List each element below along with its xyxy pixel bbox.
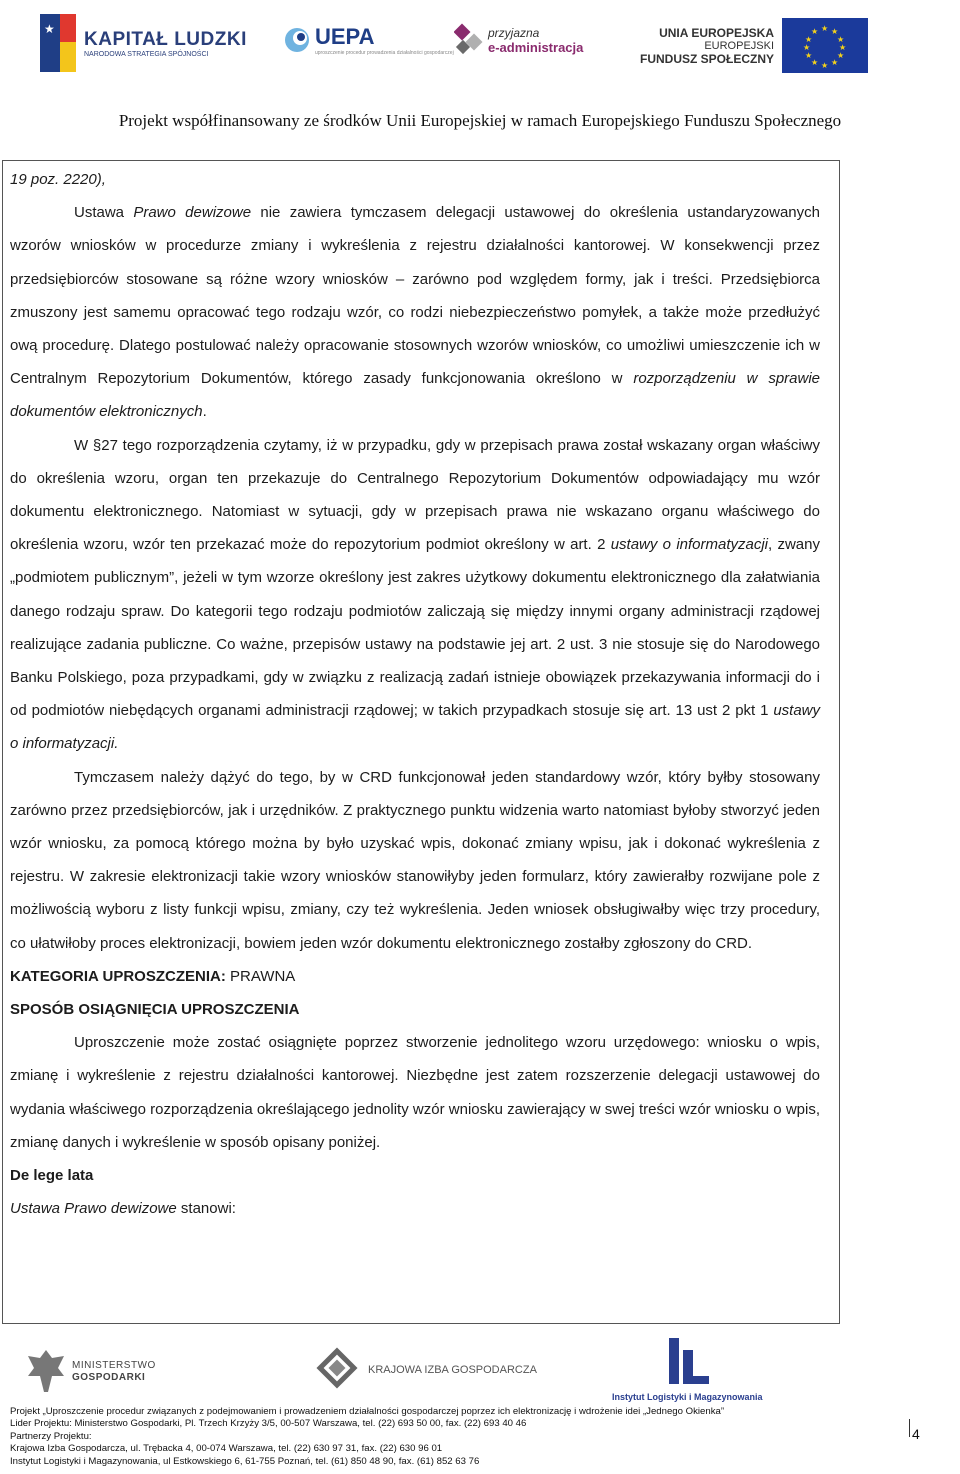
document-body [10,163,820,1226]
last-italic: Ustawa Prawo dewizowe [10,1200,177,1218]
przyjazna-e-administracja-logo [454,22,583,58]
pea-line1: przyjazna [488,25,540,40]
eu-line1: UNIA EUROPEJSKA [659,25,775,40]
footer-line-1: Projekt „Uproszczenie procedur związanych z podejmowaniem i prowadzeniem działalności gospodarczej poprzez ich elektronizację i wdrożenie idei „Jednego Okienka” [10,1406,725,1417]
ministry-line1: MINISTERSTWO [72,1360,156,1371]
ilim-emblem-icon [657,1336,717,1392]
p1-italic-regulation: rozporządzeniu w sprawie dokumentów elektronicznych [10,370,821,421]
uepa-title: UEPA [315,24,375,49]
header-logos [0,0,960,96]
kig-logo [312,1344,537,1396]
footer-line-2: Lider Projektu: Ministerstwo Gospodarki, Pl. Trzech Krzyży 3/5, 00-507 Warszawa, tel. (22) 693 50 00, fax. (22) 693 40 46 [10,1418,527,1430]
kig-emblem-icon [312,1344,362,1396]
eu-flag-icon: ★ ★ ★ ★ ★ ★ ★ ★ ★ ★ ★ ★ [782,18,868,73]
p1-italic-law: Prawo dewizowe [133,204,252,222]
paragraph-1 [10,196,820,428]
paragraph-4: Uproszczenie może zostać osiągnięte poprzez stworzenie jednolitego wzoru urzędowego: wniosku o wpis, zmianę i wykreślenie z rejestru działalności kantorowej. Niezbędne jest zatem rozszerzenie delegacji ustawowej do wydania właściwego rozporządzenia określającego jednolity wzór wniosku zawierający w swej treści wzór wniosku o wpis, zmianę danych i wykreślenie w sposób opisany poniżej. [10,1034,820,1151]
kig-label: KRAJOWA IZBA GOSPODARCZA [368,1364,537,1376]
ilim-label: Instytut Logistyki i Magazynowania [612,1392,763,1402]
p1-text-e: . [202,403,207,421]
project-cofinancing-line: Projekt współfinansowany ze środków Unii Europejskiej w ramach Europejskiego Funduszu Społecznego [118,111,842,130]
p2-text-a: W §27 tego rozporządzenia czytamy, iż w przypadku, gdy w przepisach prawa został wskazany organ właściwy do określenia wzoru, organ ten przekazuje do Centralnego Repozytorium Dokumentów odpowiadający mu wzór dokumentu elektronicznego. Natomiast w sytuacji, gdy w przepisach prawa nie wskazano organu właściwego do określenia wzoru, wzór ten przekazać może do repozytorium podmiot określony w art. 2 [10,436,820,554]
eu-logo [640,18,868,73]
category-label: KATEGORIA UPROSZCZENIA: [10,967,226,985]
eu-line2: EUROPEJSKI [704,39,775,52]
p1-text-c: nie zawiera tymczasem delegacji ustawowej do określenia ustandaryzowanych wzorów wniosków w procedurze zmiany i wykreślenia z rejestru działalności kantorowej. W konsekwencji przez przedsiębiorców stosowane są różne wzory wniosków – zarówno pod względem formy, jak i treści. Przedsiębiorca zmuszony jest samemu opracować tego rodzaju wzór, co rodzi niebezpieczeństwo pomyłek, a także może przedłużyć ową procedurę. Dlatego postulować należy opracowanie stosownych wzorów wniosków, co umożliwi umieszczenie ich w Centralnym Repozytorium Dokumentów, którego zasady funkcjonowania określono w [10,204,820,388]
paragraph-2 [10,429,820,761]
footer-text [10,1406,840,1468]
p2-italic-act: ustawy o informatyzacji [610,536,769,554]
eu-line3: FUNDUSZ SPOŁECZNY [640,51,775,66]
footer-logos [0,1336,960,1406]
footer-line-3: Partnerzy Projektu: [10,1430,92,1442]
eagle-icon [24,1346,68,1398]
ministry-line2: GOSPODARKI [72,1372,146,1383]
kapital-ludzki-logo [40,14,247,72]
kapital-ludzki-title: KAPITAŁ LUDZKI [84,28,247,50]
puzzle-icon [454,22,484,58]
last-text: stanowi: [176,1200,236,1218]
ilim-logo [612,1336,763,1402]
paragraph-3: Tymczasem należy dążyć do tego, by w CRD funkcjonował jeden standardowy wzór, który byłby stosowany zarówno przez przedsiębiorców, jak i urzędników. Z praktycznego punktu widzenia warto natomiast byłoby stworzyć jeden wzór wniosku, za pomocą którego można by było uzyskać wpis, dokonać zmiany wpisu, jak i dokonać wykreślenia z rejestru. W zakresie elektronizacji takie wzory wniosków stanowiłyby jeden formularz, który zawierałby rozwijane pole z możliwością wyboru z listy funkcji wpisu, zmiany, czy też wykreślenia. Jeden wniosek obsługiwałby więc trzy procedury, co ułatwiłoby proces elektronizacji, bowiem jeden wzór dokumentu elektronicznego zostałby zgłoszony do CRD. [10,768,820,952]
pea-line2: e-administracja [488,39,584,55]
p2-text-c: , zwany „podmiotem publicznym”, jeżeli w tym wzorze określony jest zakres użytkowy dokumentu elektronicznego dla załatwiania danego rodzaju spraw. Do kategorii tego rodzaju podmiotów zaliczają się między innymi organy administracji rządowej realizujące zadania publiczne. Co ważne, przepisów ustawy na podstawie jej art. 2 ust. 3 nie stosuje się do Narodowego Banku Polskiego, poza przypadkami, gdy w związku z realizacją zadań istnieje obowiązek przekazywania informacji do i od podmiotów niebędących organami administracji rządowej; w takich przypadkach stosuje się art. 13 ust 2 pkt 1 [10,536,820,720]
kapital-ludzki-flag-icon: ★ [40,14,76,72]
uepa-swirl-icon [283,25,311,55]
p2-italic-act-2: ustawy o informatyzacji. [10,702,820,753]
kapital-ludzki-subtitle: NARODOWA STRATEGIA SPÓJNOŚCI [84,50,209,58]
paragraph-0: 19 poz. 2220), [10,171,106,188]
uepa-logo [283,24,454,56]
page-number-divider [909,1419,910,1437]
method-heading: SPOSÓB OSIĄGNIĘCIA UPROSZCZENIA [10,1001,300,1019]
last-line [10,1192,820,1225]
footer-line-4: Krajowa Izba Gospodarcza, ul. Trębacka 4, 00-074 Warszawa, tel. (22) 630 97 31, fax. (22) 630 96 01 [10,1443,443,1455]
category-line [10,960,820,993]
de-lege-lata-heading: De lege lata [10,1167,94,1185]
page-number: 4 [912,1426,920,1442]
uepa-subtitle: uproszczenie procedur prowadzenia działalności gospodarczej [315,50,454,56]
ministry-logo [24,1346,156,1398]
footer-line-5: Instytut Logistyki i Magazynowania, ul Estkowskiego 6, 61-755 Poznań, tel. (61) 850 48 90, fax. (61) 852 63 76 [10,1455,480,1467]
p1-text-a: Ustawa [74,204,134,222]
category-value: PRAWNA [225,967,296,985]
